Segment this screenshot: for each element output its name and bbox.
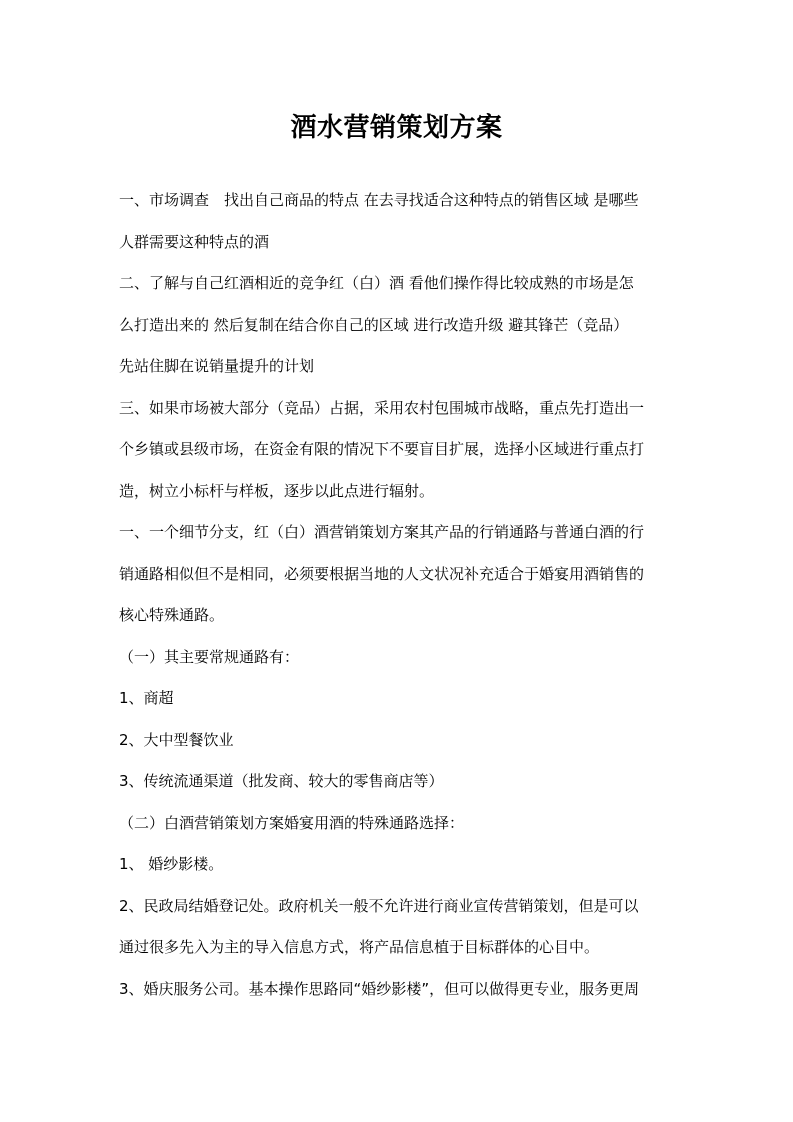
text-line: 造，树立小标杆与样板，逐步以此点进行辐射。 [119,481,435,500]
document-body [119,180,679,1010]
text-line: 一、市场调查 找出自己商品的特点 在去寻找适合这种特点的销售区域 是哪些 [119,191,639,209]
text-line: 么打造出来的 然后复制在结合你自己的区域 进行改造升级 避其锋芒（竞品） [119,315,629,334]
subheading-special-channels [119,803,679,845]
text-line: 二、了解与自己红酒相近的竞争红（白）酒 看他们操作得比较成熟的市场是怎 [119,274,634,292]
text-line: 3、传统流通渠道（批发商、较大的零售商店等） [119,772,444,790]
text-line: 2、大中型餐饮业 [119,730,234,749]
text-line: （二）白酒营销策划方案婚宴用酒的特殊通路选择： [119,813,465,832]
text-line: 人群需要这种特点的酒 [119,232,270,251]
text-line: （一）其主要常规通路有： [119,647,300,666]
text-line: 2、民政局结婚登记处。政府机关一般不允许进行商业宣传营销策划，但是可以 [119,896,639,915]
document-title: 酒水营销策划方案 [290,113,503,143]
list-item [119,844,679,886]
text-line: 3、婚庆服务公司。基本操作思路同“婚纱影楼”，但可以做得更专业，服务更周 [119,979,640,998]
paragraph-competitor-analysis [119,263,679,388]
text-line: 一、一个细节分支，红（白）酒营销策划方案其产品的行销通路与普通白酒的行 [119,523,645,541]
text-line: 个乡镇或县级市场，在资金有限的情况下不要盲目扩展，选择小区域进行重点打 [119,440,645,458]
paragraph-channel-detail [119,512,679,637]
text-line: 核心特殊通路。 [119,606,225,624]
list-item [119,886,679,969]
text-line: 1、商超 [119,689,174,707]
text-line: 三、如果市场被大部分（竞品）占据，采用农村包围城市战略，重点先打造出一 [119,398,645,417]
paragraph-rural-strategy [119,388,679,513]
text-line: 1、 婚纱影楼。 [119,855,224,873]
list-item [119,969,679,1011]
list-item [119,678,679,720]
text-line: 销通路相似但不是相同，必须要根据当地的人文状况补充适合于婚宴用酒销售的 [119,564,645,583]
paragraph-market-research [119,180,679,263]
subheading-regular-channels [119,637,679,679]
list-item [119,761,679,803]
list-item [119,720,679,762]
text-line: 通过很多先入为主的导入信息方式，将产品信息植于目标群体的心目中。 [119,938,600,956]
text-line: 先站住脚在说销量提升的计划 [119,357,315,375]
